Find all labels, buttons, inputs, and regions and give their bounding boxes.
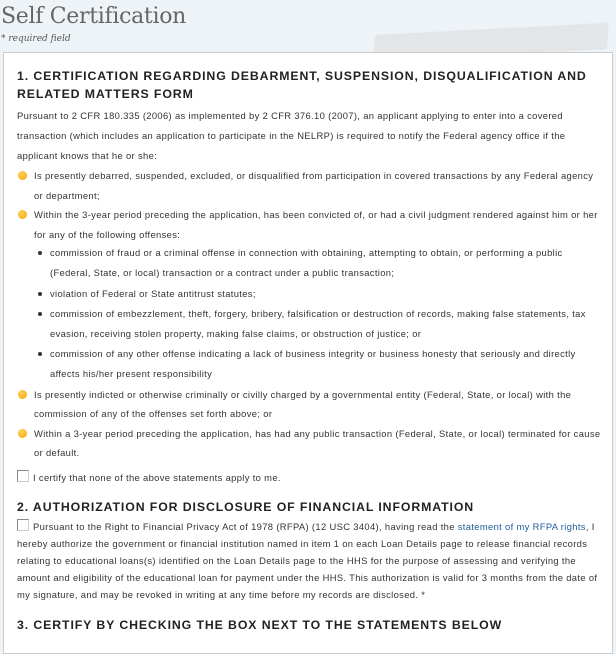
sub-list-item-text: commission of any other offense indicating a lack of business integrity or business honesty that seriously and directly affects his/her present responsibility xyxy=(50,348,576,379)
sub-bullet-icon xyxy=(38,352,42,356)
bullet-icon xyxy=(18,429,27,438)
rfpa-text-after: , I hereby authorize the government or financial institution named in item 1 on each Loan Details page to release financial records relating to educational loans(s) identified on the Loan Details page to the HHS for the purpose of assessing and verifying the amount and eligibility of the educational loan for payment under the HHS. This authorization is valid for 3 months from the date of my signature, and may be revoked in writing at any time before my records are disclosed. * xyxy=(17,520,598,600)
list-item-text: Within the 3-year period preceding the application, has been convicted of, or had a civil judgment rendered against him or her for any of the following offenses: xyxy=(34,209,598,240)
sub-bullet-icon xyxy=(38,251,42,255)
bullet-icon xyxy=(18,390,27,399)
certify-none-label[interactable]: I certify that none of the above statements apply to me. xyxy=(33,471,281,483)
sub-list-item xyxy=(34,243,602,282)
sub-list-item xyxy=(34,304,602,343)
section1-heading: 1. CERTIFICATION REGARDING DEBARMENT, SUSPENSION, DISQUALIFICATION AND RELATED MATTERS FORM xyxy=(17,69,587,101)
offense-list xyxy=(34,243,602,383)
bullet-icon xyxy=(18,171,27,180)
sub-bullet-icon xyxy=(38,292,42,296)
bullet-icon xyxy=(18,210,27,219)
form-panel xyxy=(3,52,613,654)
list-item xyxy=(17,385,602,424)
certify-none-row xyxy=(17,468,602,488)
rfpa-authorization-checkbox[interactable] xyxy=(17,519,29,531)
certify-none-checkbox[interactable] xyxy=(17,470,29,482)
list-item-text: Is presently debarred, suspended, excluded, or disqualified from participation in covered transactions by any Federal agency or department; xyxy=(34,170,594,201)
list-item xyxy=(17,205,602,383)
rfpa-authorization xyxy=(17,519,602,604)
list-item-text: Within a 3-year period preceding the application, has had any public transaction (Federal, State, or local) terminated for cause or default. xyxy=(34,427,601,459)
rfpa-rights-link[interactable]: statement of my RFPA rights xyxy=(457,520,586,532)
sub-bullet-icon xyxy=(38,312,42,316)
section3-heading: 3. CERTIFY BY CHECKING THE BOX NEXT TO THE STATEMENTS BELOW xyxy=(17,618,503,633)
sub-list-item xyxy=(34,344,602,383)
sub-list-item-text: violation of Federal or State antitrust statutes; xyxy=(50,287,256,299)
required-field-note: * required field xyxy=(1,34,71,44)
rfpa-text-before: Pursuant to the Right to Financial Privacy Act of 1978 (RFPA) (12 USC 3404), having read the xyxy=(33,520,458,532)
sub-list-item-text: commission of embezzlement, theft, forgery, bribery, falsification or destruction of records, making false statements, tax evasion, receiving stolen property, making false claims, or obstruction of justice; or xyxy=(50,308,586,339)
sub-list-item-text: commission of fraud or a criminal offense in connection with obtaining, attempting to obtain, or performing a public (Federal, State, or local) transaction or a contract under a public transaction; xyxy=(50,247,563,278)
page-title: Self Certification xyxy=(1,4,187,29)
list-item xyxy=(17,424,602,463)
list-item-text: Is presently indicted or otherwise criminally or civilly charged by a governmental entity (Federal, State, or local) with the commission of any of the offenses set forth above; or xyxy=(34,388,572,420)
list-item xyxy=(17,166,602,205)
section1-intro: Pursuant to 2 CFR 180.335 (2006) as implemented by 2 CFR 376.10 (2007), an applicant applying to enter into a covered transaction (which includes an application to participate in the NELRP) is required to notify the Federal agency office if the applicant knows that he or she: xyxy=(17,110,566,161)
statement-list xyxy=(17,166,602,463)
sub-list-item xyxy=(34,284,602,304)
section2-heading: 2. AUTHORIZATION FOR DISCLOSURE OF FINANCIAL INFORMATION xyxy=(17,499,475,514)
